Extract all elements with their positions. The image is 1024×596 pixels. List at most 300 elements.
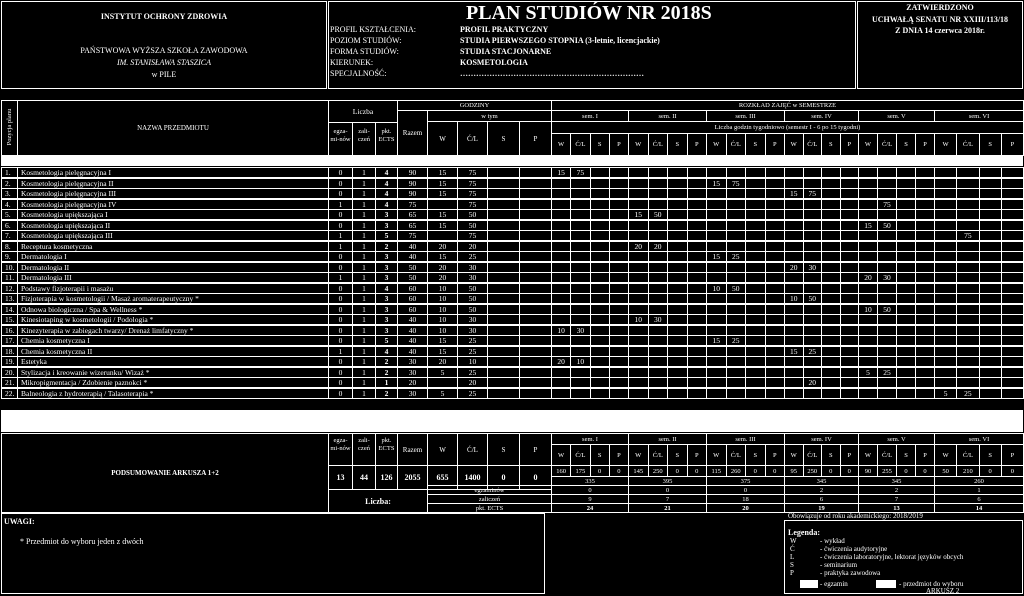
subject-name: Dermatologia III (17, 272, 329, 283)
subject-e: 1 (328, 199, 353, 210)
semester-cell (803, 272, 823, 283)
semester-type-header: W (628, 133, 649, 156)
subject-ects: 5 (375, 230, 398, 241)
subject-w: 5 (427, 388, 458, 399)
semester-cell (784, 230, 804, 241)
summary-semester-type: W (934, 444, 957, 466)
subject-r: 40 (397, 241, 428, 252)
subject-name: Podstawy fizjoterapii i masażu (17, 283, 329, 294)
semester-cell (840, 167, 860, 178)
row-number: 17. (1, 335, 18, 346)
of-which-header: w tym (427, 110, 552, 122)
semester-cell (858, 314, 878, 325)
row-number: 2. (1, 178, 18, 189)
legend-key: P (790, 569, 794, 577)
semester-cell: 5 (934, 388, 957, 399)
summary-semester-hours: 0 (667, 465, 688, 477)
semester-type-header: P (687, 133, 708, 156)
semester-cell (667, 356, 688, 367)
semester-type-header: W (858, 133, 878, 156)
semester-cell (745, 209, 766, 220)
subject-z: 1 (352, 377, 376, 388)
subject-cl: 25 (457, 346, 488, 357)
subject-s (487, 167, 520, 178)
semester-cell (956, 188, 979, 199)
semester-cell (979, 251, 1002, 262)
subject-z: 1 (352, 188, 376, 199)
subject-r: 40 (397, 325, 428, 336)
semester-cell (667, 314, 688, 325)
semester-cell (877, 356, 897, 367)
semester-cell (726, 167, 747, 178)
semester-cell (858, 356, 878, 367)
semester-cell (745, 272, 766, 283)
semester-cell (765, 209, 786, 220)
semester-cell: 15 (628, 209, 649, 220)
subject-r: 60 (397, 293, 428, 304)
semester-cell (551, 293, 571, 304)
semester-cell (979, 293, 1002, 304)
semester-cell (821, 188, 841, 199)
summary-semester-total: 375 (706, 476, 785, 486)
semester-cell: 15 (784, 188, 804, 199)
subject-name: Kosmetologia pielęgnacyjna II (17, 178, 329, 189)
subject-w: 15 (427, 220, 458, 231)
subject-w: 15 (427, 335, 458, 346)
subject-e: 0 (328, 335, 353, 346)
semester-cell (590, 377, 610, 388)
semester-cell: 50 (877, 220, 897, 231)
summary-semester-type: Ć/L (570, 444, 590, 466)
subject-e: 0 (328, 356, 353, 367)
semester-cell (877, 167, 897, 178)
semester-type-header: P (915, 133, 935, 156)
semester-cell: 15 (858, 220, 878, 231)
semester-cell (896, 272, 916, 283)
subject-z: 1 (352, 314, 376, 325)
semester-cell (745, 251, 766, 262)
type-header-w: W (427, 121, 458, 156)
semester-cell: 30 (803, 262, 823, 273)
semester-header: sem. II (628, 110, 707, 122)
subject-name: Kinesiotaping w kosmetologii / Podologia * (17, 314, 329, 325)
semester-type-header: S (896, 133, 916, 156)
summary-semester-type: W (706, 444, 727, 466)
type-header-s: S (487, 121, 520, 156)
subject-ects: 4 (375, 188, 398, 199)
semester-cell (1001, 388, 1024, 399)
semester-cell (821, 377, 841, 388)
summary-semester-hours: 250 (648, 465, 669, 477)
semester-cell (765, 314, 786, 325)
subject-e: 1 (328, 241, 353, 252)
semester-cell (803, 230, 823, 241)
semester-cell (934, 335, 957, 346)
semester-cell (590, 209, 610, 220)
summary-header-total: Razem (397, 433, 428, 466)
subject-r: 60 (397, 304, 428, 315)
semester-type-header: P (765, 133, 786, 156)
plan-field-value: STUDIA STACJONARNE (460, 47, 552, 56)
subject-ects: 4 (375, 167, 398, 178)
semester-cell (570, 377, 590, 388)
subject-name: Estetyka (17, 356, 329, 367)
subject-e: 0 (328, 304, 353, 315)
approval-line2: Z DNIA 14 czerwca 2018r. (895, 26, 985, 35)
type-header-p: P (519, 121, 552, 156)
semester-cell: 10 (858, 304, 878, 315)
subject-z: 1 (352, 209, 376, 220)
subject-r: 65 (397, 209, 428, 220)
subject-r: 60 (397, 283, 428, 294)
semester-cell (896, 209, 916, 220)
semester-cell (1001, 272, 1024, 283)
summary-total-s: 0 (487, 465, 520, 490)
summary-total-ects: 126 (375, 465, 398, 490)
summary-header-s: S (487, 433, 520, 466)
rows-spacer (1, 410, 1023, 432)
summary-total-w: 655 (427, 465, 458, 490)
semester-cell (803, 356, 823, 367)
semester-cell (609, 377, 629, 388)
semester-cell (687, 167, 708, 178)
legend-exam-swatch (800, 580, 818, 588)
summary-semester-hours: 0 (765, 465, 786, 477)
semester-cell (979, 209, 1002, 220)
semester-cell (934, 314, 957, 325)
semester-type-header: Ć/L (570, 133, 590, 156)
subject-cl: 10 (457, 356, 488, 367)
subject-z: 1 (352, 283, 376, 294)
summary-header-cl: Ć/L (457, 433, 488, 466)
semester-cell (570, 314, 590, 325)
summary-semester-type: W (784, 444, 804, 466)
plan-field-value: STUDIA PIERWSZEGO STOPNIA (3-letnie, licencjackie) (460, 36, 660, 45)
plan-field-value: KOSMETOLOGIA (460, 58, 528, 67)
semester-cell (765, 356, 786, 367)
summary-semester-ects: 24 (551, 503, 629, 513)
legend-key: S (790, 561, 794, 569)
institute-title: INSTYTUT OCHRONY ZDROWIA (100, 12, 228, 21)
semester-cell (745, 356, 766, 367)
plan-field-label: POZIOM STUDIÓW: (330, 36, 402, 45)
summary-semester-hours: 0 (979, 465, 1002, 477)
semester-type-header: W (784, 133, 804, 156)
semester-cell (803, 209, 823, 220)
semester-cell: 20 (648, 241, 669, 252)
semester-type-header: Ć/L (648, 133, 669, 156)
row-number: 11. (1, 272, 18, 283)
exams-header: egza-mi-nów (328, 122, 353, 156)
semester-cell (687, 251, 708, 262)
semester-cell (706, 377, 727, 388)
semester-cell (915, 293, 935, 304)
summary-semester-type: S (896, 444, 916, 466)
semester-cell (667, 388, 688, 399)
subject-cl: 75 (457, 167, 488, 178)
subject-w (427, 377, 458, 388)
semester-cell: 50 (803, 293, 823, 304)
semester-cell (726, 209, 747, 220)
summary-header-e: egza-mi-nów (328, 433, 353, 466)
semester-cell: 15 (784, 346, 804, 357)
subject-z: 1 (352, 356, 376, 367)
row-number: 22. (1, 388, 18, 399)
semester-cell (934, 209, 957, 220)
subject-e: 0 (328, 325, 353, 336)
subject-r: 40 (397, 314, 428, 325)
summary-semester-egz: 2 (784, 485, 859, 495)
legend-value: - ćwiczenia audytoryjne (820, 545, 888, 553)
approval-line1: UCHWAŁĄ SENATU NR XXIII/113/18 (871, 15, 1009, 24)
semester-cell (706, 314, 727, 325)
subject-e: 0 (328, 377, 353, 388)
semester-cell (858, 167, 878, 178)
subject-ects: 3 (375, 209, 398, 220)
semester-cell (896, 293, 916, 304)
semester-cell (628, 188, 649, 199)
semester-cell: 30 (877, 272, 897, 283)
semester-cell (745, 388, 766, 399)
summary-semester-type: P (609, 444, 629, 466)
semester-cell (979, 335, 1002, 346)
semester-cell (821, 335, 841, 346)
semester-cell: 20 (858, 272, 878, 283)
summary-label: PODSUMOWANIE ARKUSZA 1+2 (1, 433, 329, 513)
subject-e: 0 (328, 251, 353, 262)
subject-e: 0 (328, 388, 353, 399)
semester-cell (784, 251, 804, 262)
semester-cell (956, 167, 979, 178)
row-number: 10. (1, 262, 18, 273)
semester-cell (667, 272, 688, 283)
legend-choice-swatch (876, 580, 896, 588)
row-number: 15. (1, 314, 18, 325)
summary-semester-total: 335 (551, 476, 629, 486)
plan-field-value: …………………………………………………………… (460, 69, 644, 78)
semester-cell (915, 272, 935, 283)
semester-cell (706, 388, 727, 399)
legend-choice-label: - przedmiot do wyboru (899, 580, 964, 588)
semester-cell (667, 293, 688, 304)
subject-r: 50 (397, 272, 428, 283)
semester-type-header: S (821, 133, 841, 156)
semester-cell (726, 377, 747, 388)
semester-cell (956, 251, 979, 262)
subject-ects: 3 (375, 220, 398, 231)
subject-ects: 3 (375, 325, 398, 336)
semester-cell (915, 209, 935, 220)
semester-cell (858, 188, 878, 199)
subject-e: 1 (328, 346, 353, 357)
subject-cl: 30 (457, 325, 488, 336)
approval-title: ZATWIERDZONO (906, 3, 974, 12)
row-number: 4. (1, 199, 18, 210)
subject-e: 0 (328, 167, 353, 178)
semester-cell (979, 377, 1002, 388)
row-number: 3. (1, 188, 18, 199)
semester-cell (590, 230, 610, 241)
summary-semester-zal: 9 (551, 494, 629, 504)
semester-cell (687, 293, 708, 304)
summary-semester-hours: 0 (1001, 465, 1024, 477)
semester-cell: 10 (784, 293, 804, 304)
subject-r: 20 (397, 377, 428, 388)
summary-semester-ects: 20 (706, 503, 785, 513)
semester-cell (858, 335, 878, 346)
semester-cell (687, 314, 708, 325)
semester-cell (609, 356, 629, 367)
semester-cell (915, 356, 935, 367)
subject-name: Kosmetologia upiększająca II (17, 220, 329, 231)
semester-cell: 5 (858, 367, 878, 378)
semester-cell (979, 272, 1002, 283)
semester-cell (840, 272, 860, 283)
summary-total-r: 2055 (397, 465, 428, 490)
summary-semester-total: 260 (934, 476, 1024, 486)
semester-cell (648, 356, 669, 367)
semester-cell (979, 356, 1002, 367)
semester-cell (765, 230, 786, 241)
subject-name: Balneologia z hydroterapią / Talasoterapia * (17, 388, 329, 399)
semester-cell (956, 314, 979, 325)
semester-cell (706, 356, 727, 367)
semester-cell (628, 251, 649, 262)
subject-cl: 20 (457, 241, 488, 252)
semester-type-header: S (590, 133, 610, 156)
subject-w: 10 (427, 283, 458, 294)
subject-ects: 3 (375, 314, 398, 325)
semester-cell (858, 251, 878, 262)
semester-cell (784, 335, 804, 346)
school-patron: IM. STANISŁAWA STASZICA (116, 58, 212, 67)
summary-semester-hours: 175 (570, 465, 590, 477)
subject-z: 1 (352, 367, 376, 378)
semester-cell (858, 388, 878, 399)
semester-cell (934, 377, 957, 388)
subject-e: 0 (328, 314, 353, 325)
subject-name: Chemia kosmetyczna I (17, 335, 329, 346)
semester-cell (648, 335, 669, 346)
subject-p (519, 293, 552, 304)
semester-cell (628, 356, 649, 367)
plan-title: PLAN STUDIÓW NR 2018S (466, 2, 712, 24)
summary-semester-hours: 210 (956, 465, 979, 477)
semester-cell (915, 230, 935, 241)
semester-cell (726, 293, 747, 304)
semester-cell (590, 293, 610, 304)
semester-cell (934, 230, 957, 241)
semester-cell (915, 167, 935, 178)
semester-cell (609, 188, 629, 199)
summary-semester-hours: 260 (726, 465, 747, 477)
summary-semester-hours: 90 (858, 465, 878, 477)
subject-ects: 3 (375, 304, 398, 315)
subject-r: 75 (397, 199, 428, 210)
semester-type-header: P (1001, 133, 1024, 156)
subject-r: 40 (397, 346, 428, 357)
semester-cell: 10 (551, 325, 571, 336)
semester-cell (821, 293, 841, 304)
semester-type-header: W (934, 133, 957, 156)
row-number: 13. (1, 293, 18, 304)
notes-box (1, 513, 545, 594)
row-number: 1. (1, 167, 18, 178)
semester-cell (609, 167, 629, 178)
row-number: 16. (1, 325, 18, 336)
subject-s (487, 251, 520, 262)
summary-semester-hours: 50 (934, 465, 957, 477)
summary-semester-ects: 13 (858, 503, 935, 513)
semester-cell (570, 251, 590, 262)
semester-cell (803, 335, 823, 346)
subject-r: 50 (397, 262, 428, 273)
valid-from: Obowiązuje od roku akademickiego: 2018/2019 (788, 512, 923, 520)
semester-cell (1001, 335, 1024, 346)
semester-header: sem. IV (784, 110, 859, 122)
semester-cell (628, 388, 649, 399)
semester-cell (745, 293, 766, 304)
subject-name: Kosmetologia pielęgnacyjna III (17, 188, 329, 199)
summary-semester-type: W (551, 444, 571, 466)
subject-p (519, 356, 552, 367)
semester-cell (570, 188, 590, 199)
semester-cell (628, 293, 649, 304)
subject-z: 1 (352, 220, 376, 231)
sheet-label: ARKUSZ 2 (926, 587, 960, 595)
semester-cell: 25 (803, 346, 823, 357)
subject-s (487, 230, 520, 241)
summary-semester-type: S (745, 444, 766, 466)
subject-w: 10 (427, 293, 458, 304)
semester-cell (915, 377, 935, 388)
summary-semester-header: sem. II (628, 433, 707, 445)
semester-cell (687, 335, 708, 346)
subject-s (487, 388, 520, 399)
summary-semester-header: sem. IV (784, 433, 859, 445)
semester-cell (979, 230, 1002, 241)
subject-ects: 4 (375, 346, 398, 357)
semester-cell (745, 377, 766, 388)
semester-header: sem. I (551, 110, 629, 122)
semester-cell: 75 (726, 178, 747, 189)
subject-e: 0 (328, 293, 353, 304)
summary-semester-type: P (915, 444, 935, 466)
semester-cell (570, 209, 590, 220)
subject-p (519, 230, 552, 241)
subject-cl: 50 (457, 304, 488, 315)
summary-semester-type: W (628, 444, 649, 466)
semester-cell (628, 167, 649, 178)
semester-cell (896, 230, 916, 241)
subject-name: Kosmetologia upiększająca III (17, 230, 329, 241)
semester-cell: 10 (706, 283, 727, 294)
semester-type-header: S (667, 133, 688, 156)
semester-cell: 50 (726, 283, 747, 294)
summary-semester-type: P (765, 444, 786, 466)
semester-cell: 25 (726, 251, 747, 262)
subject-ects: 2 (375, 241, 398, 252)
semester-cell (784, 209, 804, 220)
summary-count-label: Liczba: (328, 489, 428, 513)
subject-r: 65 (397, 220, 428, 231)
row-number: 20. (1, 367, 18, 378)
subject-r: 75 (397, 230, 428, 241)
subject-name: Odnowa biologiczna / Spa & Wellness * (17, 304, 329, 315)
semester-cell (590, 314, 610, 325)
subject-p (519, 251, 552, 262)
semester-cell (934, 167, 957, 178)
